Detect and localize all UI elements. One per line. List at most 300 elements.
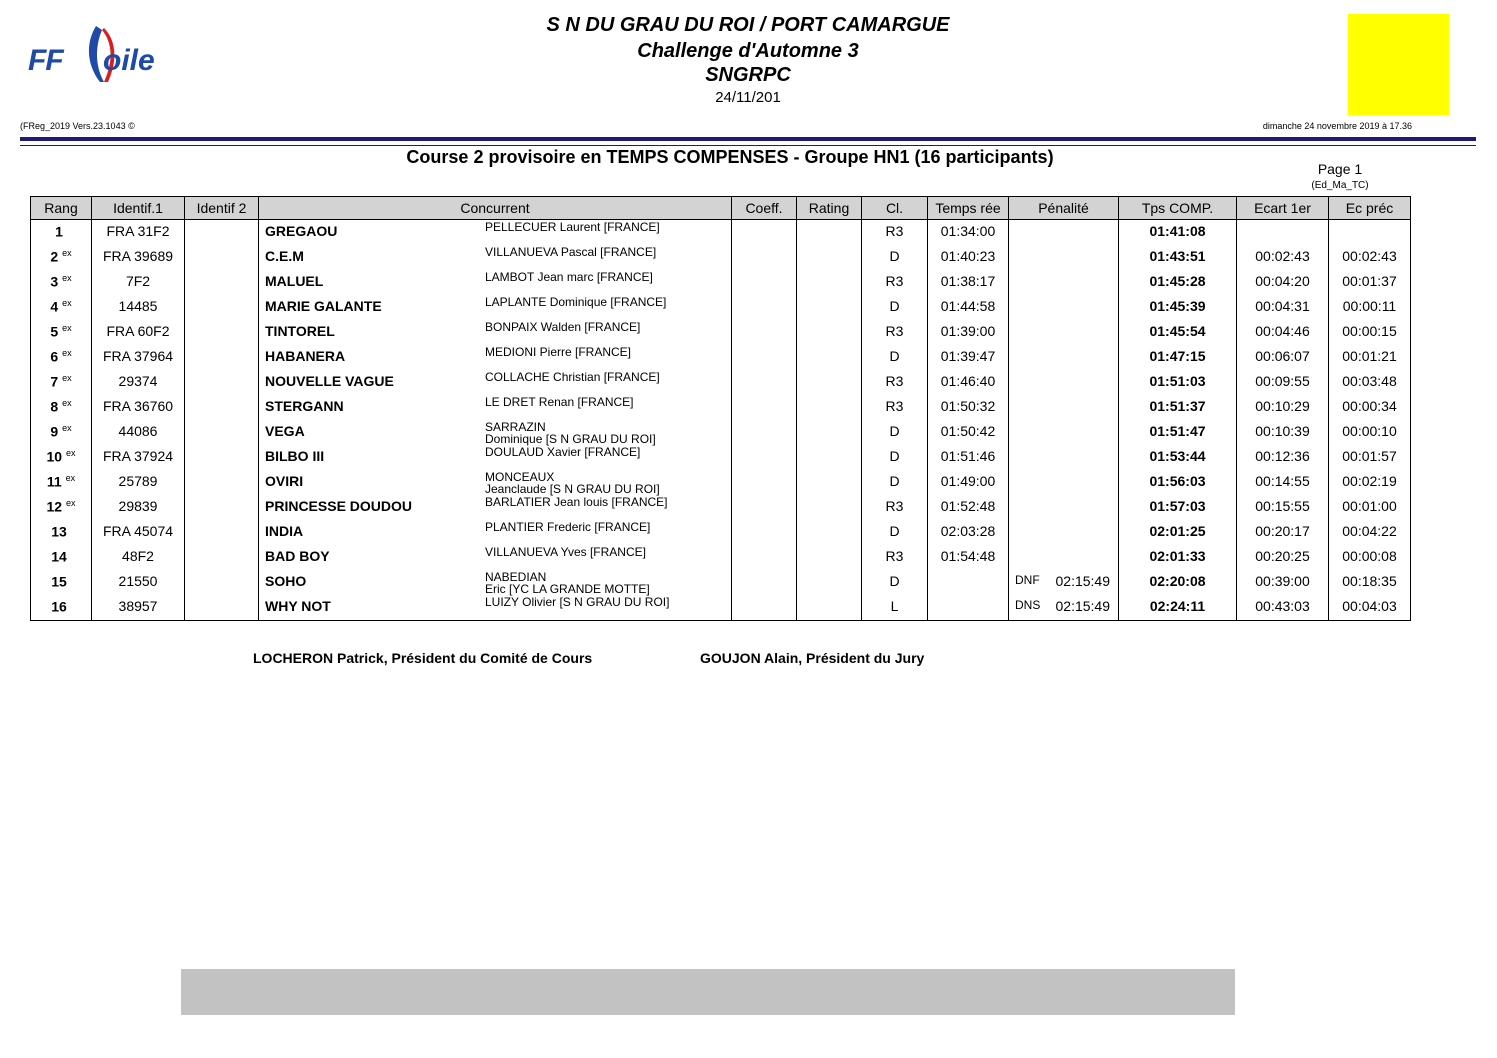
cell-identif2 — [185, 495, 259, 520]
cell-ecart-1er: 00:12:36 — [1237, 445, 1329, 470]
cell-coeff — [732, 295, 797, 320]
ex-aequo-mark: ex — [62, 297, 72, 308]
table-header-row — [31, 197, 1411, 220]
cell-penalite — [1009, 570, 1119, 595]
cell-ec-prec: 00:00:11 — [1329, 295, 1411, 320]
cell-coeff — [732, 545, 797, 570]
cell-penalite — [1009, 245, 1119, 270]
skipper-name — [485, 471, 660, 496]
cell-ec-prec: 00:00:10 — [1329, 420, 1411, 445]
skipper-name — [485, 446, 640, 459]
cell-tps-comp: 01:56:03 — [1119, 470, 1237, 495]
col-header-rating: Rating — [797, 197, 862, 220]
skipper-name — [485, 396, 634, 409]
table-row — [31, 545, 1411, 570]
club-title: S N DU GRAU DU ROI / PORT CAMARGUE — [546, 14, 950, 36]
penalty-code: DNF — [1015, 572, 1040, 587]
cell-identif2 — [185, 545, 259, 570]
rang-value: 10 — [46, 448, 63, 465]
cell-temps-reel: 01:49:00 — [928, 470, 1009, 495]
page-number: Page 1 — [1317, 161, 1363, 177]
skipper-name — [485, 546, 646, 559]
cell-coeff — [732, 595, 797, 621]
table-row — [31, 445, 1411, 470]
cell-rating — [797, 320, 862, 345]
cell-ecart-1er: 00:15:55 — [1237, 495, 1329, 520]
software-version: (FReg_2019 Vers.23.1043 © — [20, 121, 135, 131]
skipper-line1: VILLANUEVA Yves [FRANCE] — [485, 544, 646, 559]
cell-identif1: 29839 — [92, 495, 185, 520]
cell-coeff — [732, 520, 797, 545]
col-header-ecart-1er: Ecart 1er — [1237, 197, 1329, 220]
cell-concurrent — [259, 570, 732, 595]
cell-coeff — [732, 570, 797, 595]
penalty-time: 02:15:49 — [1055, 597, 1110, 614]
rang-value: 13 — [51, 523, 67, 540]
rang-value: 3 — [50, 273, 59, 290]
cell-rang — [31, 420, 92, 445]
cell-class: R3 — [862, 320, 928, 345]
boat-name: PRINCESSE DOUDOU — [265, 497, 413, 514]
cell-rang — [31, 470, 92, 495]
skipper-line1: LUIZY Olivier [S N GRAU DU ROI] — [485, 594, 670, 609]
cell-identif1: 14485 — [92, 295, 185, 320]
cell-coeff — [732, 220, 797, 245]
table-row — [31, 595, 1411, 621]
cell-class: R3 — [862, 495, 928, 520]
organizer-code: SNGRPC — [705, 64, 791, 86]
cell-identif2 — [185, 320, 259, 345]
cell-temps-reel: 01:34:00 — [928, 220, 1009, 245]
cell-tps-comp: 01:47:15 — [1119, 345, 1237, 370]
cell-ecart-1er: 00:10:39 — [1237, 420, 1329, 445]
boat-name: VEGA — [265, 422, 305, 439]
cell-temps-reel: 01:39:47 — [928, 345, 1009, 370]
cell-coeff — [732, 495, 797, 520]
cell-rang — [31, 270, 92, 295]
table-row — [31, 245, 1411, 270]
cell-ecart-1er: 00:02:43 — [1237, 245, 1329, 270]
cell-concurrent — [259, 395, 732, 420]
table-row — [31, 220, 1411, 245]
col-header-tps-comp: Tps COMP. — [1119, 197, 1237, 220]
rang-value: 6 — [50, 348, 59, 365]
cell-tps-comp: 01:53:44 — [1119, 445, 1237, 470]
skipper-name — [485, 421, 656, 446]
cell-rang — [31, 445, 92, 470]
skipper-name — [485, 346, 631, 359]
col-header-penalite: Pénalité — [1009, 197, 1119, 220]
table-row — [31, 495, 1411, 520]
rang-value: 8 — [50, 398, 59, 415]
cell-ec-prec: 00:02:19 — [1329, 470, 1411, 495]
cell-class: D — [862, 445, 928, 470]
cell-concurrent — [259, 445, 732, 470]
cell-temps-reel: 01:40:23 — [928, 245, 1009, 270]
cell-class: D — [862, 570, 928, 595]
cell-rang — [31, 595, 92, 621]
cell-penalite — [1009, 345, 1119, 370]
footer-gray-bar — [181, 969, 1235, 1015]
cell-ecart-1er — [1237, 220, 1329, 245]
skipper-line2: Dominique [S N GRAU DU ROI] — [485, 432, 656, 447]
cell-rang — [31, 545, 92, 570]
cell-rating — [797, 495, 862, 520]
skipper-line2: Jeanclaude [S N GRAU DU ROI] — [485, 482, 660, 497]
cell-concurrent — [259, 220, 732, 245]
cell-concurrent — [259, 295, 732, 320]
cell-ecart-1er: 00:20:17 — [1237, 520, 1329, 545]
cell-identif2 — [185, 270, 259, 295]
table-row — [31, 295, 1411, 320]
rang-value: 5 — [50, 323, 59, 340]
cell-coeff — [732, 445, 797, 470]
col-header-rang: Rang — [31, 197, 92, 220]
cell-coeff — [732, 420, 797, 445]
cell-identif2 — [185, 420, 259, 445]
cell-ec-prec: 00:04:03 — [1329, 595, 1411, 621]
boat-name: MARIE GALANTE — [265, 297, 382, 314]
cell-ec-prec: 00:18:35 — [1329, 570, 1411, 595]
table-row — [31, 470, 1411, 495]
cell-rang — [31, 320, 92, 345]
cell-tps-comp: 01:51:03 — [1119, 370, 1237, 395]
cell-temps-reel — [928, 570, 1009, 595]
cell-rating — [797, 270, 862, 295]
cell-penalite — [1009, 545, 1119, 570]
cell-class: D — [862, 470, 928, 495]
skipper-name — [485, 296, 666, 309]
cell-concurrent — [259, 520, 732, 545]
cell-penalite — [1009, 420, 1119, 445]
cell-identif2 — [185, 245, 259, 270]
cell-concurrent — [259, 245, 732, 270]
skipper-name — [485, 371, 660, 384]
cell-class: R3 — [862, 270, 928, 295]
cell-coeff — [732, 270, 797, 295]
race-committee-signature: LOCHERON Patrick, Président du Comité de Cours — [253, 650, 593, 666]
skipper-name — [485, 246, 656, 259]
cell-concurrent — [259, 370, 732, 395]
cell-rating — [797, 470, 862, 495]
cell-concurrent — [259, 545, 732, 570]
boat-name: BAD BOY — [265, 547, 330, 564]
table-row — [31, 345, 1411, 370]
skipper-line1: VILLANUEVA Pascal [FRANCE] — [485, 244, 657, 259]
boat-name: HABANERA — [265, 347, 346, 364]
cell-ec-prec — [1329, 220, 1411, 245]
cell-ecart-1er: 00:09:55 — [1237, 370, 1329, 395]
cell-penalite — [1009, 595, 1119, 621]
cell-concurrent — [259, 345, 732, 370]
cell-coeff — [732, 320, 797, 345]
cell-rang — [31, 495, 92, 520]
col-header-identif2: Identif 2 — [185, 197, 259, 220]
cell-tps-comp: 01:57:03 — [1119, 495, 1237, 520]
cell-identif1: 21550 — [92, 570, 185, 595]
cell-identif2 — [185, 395, 259, 420]
cell-rang — [31, 570, 92, 595]
cell-ec-prec: 00:03:48 — [1329, 370, 1411, 395]
cell-coeff — [732, 470, 797, 495]
cell-ecart-1er: 00:14:55 — [1237, 470, 1329, 495]
results-body — [31, 220, 1411, 621]
header-rule-thick — [20, 137, 1476, 141]
header-rule-thin — [20, 145, 1476, 146]
rang-value: 15 — [51, 573, 67, 590]
cell-identif2 — [185, 345, 259, 370]
cell-rang — [31, 395, 92, 420]
cell-rang — [31, 520, 92, 545]
cell-tps-comp: 01:51:37 — [1119, 395, 1237, 420]
cell-concurrent — [259, 270, 732, 295]
cell-tps-comp: 02:01:25 — [1119, 520, 1237, 545]
ex-aequo-mark: ex — [62, 272, 72, 283]
table-row — [31, 395, 1411, 420]
rang-value: 2 — [50, 248, 59, 265]
cell-rating — [797, 445, 862, 470]
jury-signature: GOUJON Alain, Président du Jury — [700, 650, 925, 666]
cell-rating — [797, 345, 862, 370]
ex-aequo-mark: ex — [66, 447, 76, 458]
cell-ecart-1er: 00:10:29 — [1237, 395, 1329, 420]
cell-concurrent — [259, 420, 732, 445]
boat-name: MALUEL — [265, 272, 324, 289]
cell-ecart-1er: 00:04:46 — [1237, 320, 1329, 345]
skipper-line1: BONPAIX Walden [FRANCE] — [485, 319, 641, 334]
cell-tps-comp: 01:45:28 — [1119, 270, 1237, 295]
cell-rang — [31, 295, 92, 320]
cell-concurrent — [259, 470, 732, 495]
skipper-name — [485, 321, 640, 334]
rang-value: 7 — [50, 373, 59, 390]
cell-ec-prec: 00:01:57 — [1329, 445, 1411, 470]
cell-identif2 — [185, 295, 259, 320]
col-header-temps-reel: Temps rée — [928, 197, 1009, 220]
cell-ecart-1er: 00:39:00 — [1237, 570, 1329, 595]
cell-temps-reel: 01:51:46 — [928, 445, 1009, 470]
skipper-line1: DOULAUD Xavier [FRANCE] — [485, 444, 641, 459]
cell-temps-reel: 01:50:42 — [928, 420, 1009, 445]
skipper-name — [485, 496, 668, 509]
cell-identif1: 44086 — [92, 420, 185, 445]
table-row — [31, 520, 1411, 545]
cell-identif1: FRA 45074 — [92, 520, 185, 545]
cell-tps-comp: 02:01:33 — [1119, 545, 1237, 570]
cell-ec-prec: 00:01:21 — [1329, 345, 1411, 370]
boat-name: NOUVELLE VAGUE — [265, 372, 394, 389]
cell-temps-reel: 01:46:40 — [928, 370, 1009, 395]
cell-tps-comp: 01:41:08 — [1119, 220, 1237, 245]
cell-penalite — [1009, 295, 1119, 320]
page-code: (Ed_Ma_TC) — [1311, 180, 1369, 191]
col-header-ec-prec: Ec préc — [1329, 197, 1411, 220]
yellow-marker-box — [1348, 14, 1449, 115]
cell-rating — [797, 570, 862, 595]
table-row — [31, 420, 1411, 445]
cell-tps-comp: 01:45:39 — [1119, 295, 1237, 320]
skipper-line1: LAPLANTE Dominique [FRANCE] — [485, 294, 667, 309]
ex-aequo-mark: ex — [62, 397, 72, 408]
cell-coeff — [732, 345, 797, 370]
skipper-name — [485, 221, 660, 234]
skipper-line1: MEDIONI Pierre [FRANCE] — [485, 344, 632, 359]
skipper-line2: Eric [YC LA GRANDE MOTTE] — [485, 582, 650, 597]
cell-rating — [797, 595, 862, 621]
skipper-line1: BARLATIER Jean louis [FRANCE] — [485, 494, 668, 509]
boat-name: INDIA — [265, 522, 304, 539]
cell-identif2 — [185, 220, 259, 245]
cell-tps-comp: 02:20:08 — [1119, 570, 1237, 595]
cell-ecart-1er: 00:06:07 — [1237, 345, 1329, 370]
skipper-name — [485, 596, 669, 609]
cell-identif1: FRA 31F2 — [92, 220, 185, 245]
cell-ec-prec: 00:01:37 — [1329, 270, 1411, 295]
cell-temps-reel: 01:54:48 — [928, 545, 1009, 570]
results-table — [30, 196, 1411, 621]
skipper-line1: SARRAZIN — [485, 419, 546, 434]
cell-ec-prec: 00:04:22 — [1329, 520, 1411, 545]
cell-ecart-1er: 00:04:31 — [1237, 295, 1329, 320]
cell-identif2 — [185, 595, 259, 621]
penalty-time: 02:15:49 — [1055, 572, 1110, 589]
cell-identif1: FRA 37964 — [92, 345, 185, 370]
cell-coeff — [732, 395, 797, 420]
ex-aequo-mark: ex — [62, 347, 72, 358]
cell-identif2 — [185, 370, 259, 395]
cell-identif1: 48F2 — [92, 545, 185, 570]
skipper-line1: LE DRET Renan [FRANCE] — [485, 394, 634, 409]
cell-penalite — [1009, 320, 1119, 345]
ex-aequo-mark: ex — [62, 422, 72, 433]
table-row — [31, 270, 1411, 295]
cell-penalite — [1009, 495, 1119, 520]
cell-identif2 — [185, 445, 259, 470]
cell-ec-prec: 00:00:34 — [1329, 395, 1411, 420]
cell-identif1: FRA 36760 — [92, 395, 185, 420]
logo-text-voile: oile — [103, 44, 155, 77]
col-header-coeff: Coeff. — [732, 197, 797, 220]
cell-temps-reel: 01:44:58 — [928, 295, 1009, 320]
cell-concurrent — [259, 320, 732, 345]
cell-penalite — [1009, 395, 1119, 420]
cell-rating — [797, 370, 862, 395]
cell-class: D — [862, 295, 928, 320]
cell-rang — [31, 245, 92, 270]
cell-class: D — [862, 420, 928, 445]
boat-name: BILBO III — [265, 447, 325, 464]
boat-name: GREGAOU — [265, 223, 338, 239]
skipper-line1: PLANTIER Frederic [FRANCE] — [485, 519, 651, 534]
cell-concurrent — [259, 495, 732, 520]
penalty-code: DNS — [1015, 597, 1041, 612]
cell-identif1: FRA 39689 — [92, 245, 185, 270]
cell-rating — [797, 420, 862, 445]
cell-ec-prec: 00:02:43 — [1329, 245, 1411, 270]
skipper-name — [485, 521, 650, 534]
cell-identif1: 7F2 — [92, 270, 185, 295]
table-row — [31, 320, 1411, 345]
cell-tps-comp: 02:24:11 — [1119, 595, 1237, 621]
cell-penalite — [1009, 470, 1119, 495]
cell-class: R3 — [862, 220, 928, 245]
cell-rating — [797, 395, 862, 420]
ex-aequo-mark: ex — [62, 372, 72, 383]
cell-tps-comp: 01:43:51 — [1119, 245, 1237, 270]
boat-name: OVIRI — [265, 472, 304, 489]
cell-rang — [31, 345, 92, 370]
rang-value: 9 — [50, 423, 59, 440]
cell-penalite — [1009, 370, 1119, 395]
cell-penalite — [1009, 270, 1119, 295]
rang-value: 11 — [46, 473, 62, 490]
cell-identif1: FRA 37924 — [92, 445, 185, 470]
cell-identif1: 29374 — [92, 370, 185, 395]
rang-value: 14 — [51, 548, 67, 565]
cell-rating — [797, 220, 862, 245]
cell-class: D — [862, 245, 928, 270]
ex-aequo-mark: ex — [66, 497, 76, 508]
cell-ecart-1er: 00:43:03 — [1237, 595, 1329, 621]
skipper-line1: MONCEAUX — [485, 469, 555, 484]
cell-temps-reel: 02:03:28 — [928, 520, 1009, 545]
cell-penalite — [1009, 520, 1119, 545]
skipper-line1: NABEDIAN — [485, 569, 547, 584]
ffvoile-logo — [28, 24, 178, 86]
cell-concurrent — [259, 595, 732, 621]
logo-text-ff: FF — [28, 44, 63, 77]
skipper-line1: COLLACHE Christian [FRANCE] — [485, 369, 660, 384]
cell-identif1: FRA 60F2 — [92, 320, 185, 345]
cell-penalite — [1009, 220, 1119, 245]
cell-class: D — [862, 520, 928, 545]
skipper-name — [485, 271, 653, 284]
col-header-concurrent: Concurrent — [259, 197, 732, 220]
rang-value: 4 — [50, 298, 59, 315]
cell-class: R3 — [862, 395, 928, 420]
skipper-line1: LAMBOT Jean marc [FRANCE] — [485, 269, 653, 284]
col-header-identif1: Identif.1 — [92, 197, 185, 220]
cell-temps-reel: 01:38:17 — [928, 270, 1009, 295]
table-row — [31, 570, 1411, 595]
course-title: Course 2 provisoire en TEMPS COMPENSES - Groupe HN1 (16 participants) — [406, 147, 1054, 167]
rang-value: 1 — [55, 223, 63, 240]
boat-name: C.E.M — [265, 247, 304, 264]
print-timestamp: dimanche 24 novembre 2019 à 17.36 — [1262, 121, 1412, 131]
cell-tps-comp: 01:51:47 — [1119, 420, 1237, 445]
cell-class: R3 — [862, 370, 928, 395]
cell-rating — [797, 295, 862, 320]
cell-ec-prec: 00:00:15 — [1329, 320, 1411, 345]
cell-rating — [797, 545, 862, 570]
cell-rating — [797, 245, 862, 270]
cell-coeff — [732, 245, 797, 270]
rang-value: 16 — [51, 598, 67, 615]
ex-aequo-mark: ex — [62, 322, 72, 333]
boat-name: STERGANN — [265, 397, 344, 414]
cell-identif1: 38957 — [92, 595, 185, 621]
cell-identif1: 25789 — [92, 470, 185, 495]
cell-temps-reel: 01:52:48 — [928, 495, 1009, 520]
rang-value: 12 — [46, 498, 63, 515]
cell-penalite — [1009, 445, 1119, 470]
cell-identif2 — [185, 520, 259, 545]
event-title: Challenge d'Automne 3 — [637, 40, 859, 62]
cell-temps-reel: 01:39:00 — [928, 320, 1009, 345]
cell-rang — [31, 220, 92, 245]
cell-class: D — [862, 345, 928, 370]
table-row — [31, 370, 1411, 395]
